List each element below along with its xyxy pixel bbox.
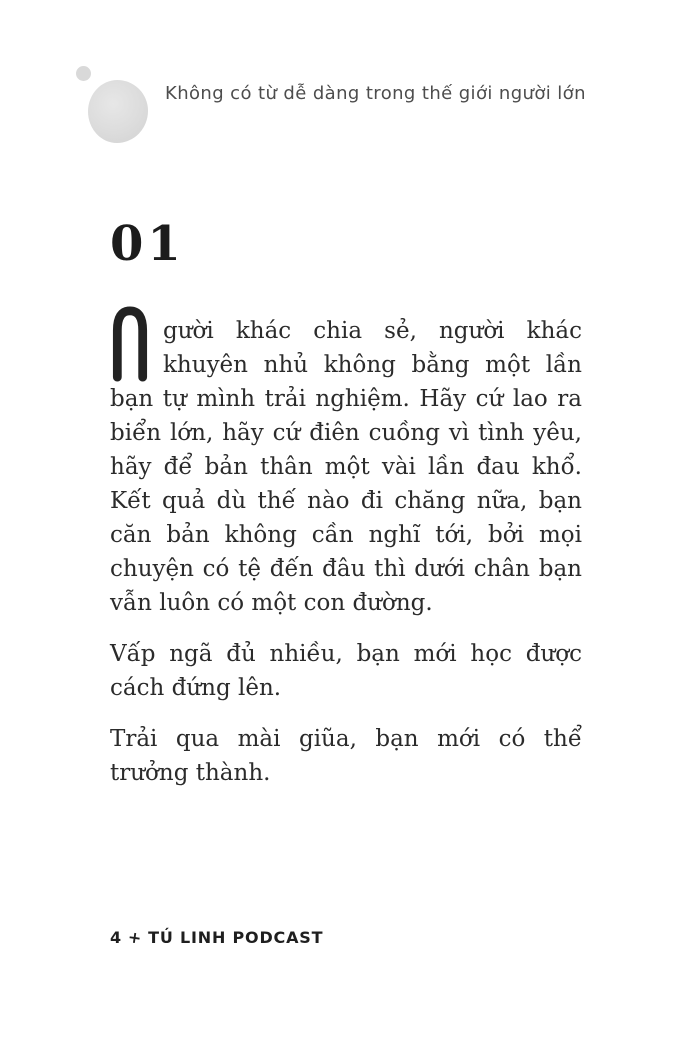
- drop-cap: [110, 316, 150, 378]
- page-number: 4: [110, 928, 122, 947]
- paragraph-1: [110, 314, 582, 620]
- paragraph-1-text: gười khác chia sẻ, người khác khuyên nhủ không bằng một lần bạn tự mình trải nghiệm. Hãy cứ lao ra biển lớn, hãy cứ điên cuồng vì tình yêu, hãy để bản thân một vài lần đau khổ. Kết quả dù thế nào đi chăng nữa, bạn căn bản không cần nghĩ tới, bởi mọi chuyện có tệ đến đâu thì dưới chân bạn vẫn luôn có một con đường.: [110, 318, 582, 616]
- footer-separator-icon: +: [126, 927, 144, 948]
- ink-dot-decoration: [76, 66, 91, 81]
- paragraph-3: Trải qua mài giũa, bạn mới có thể trưởng thành.: [110, 726, 582, 786]
- paragraph-2: Vấp ngã đủ nhiều, bạn mới học được cách đứng lên.: [110, 641, 582, 701]
- running-header-title: Không có từ dễ dàng trong thế giới người lớn: [165, 83, 586, 104]
- drop-cap-n-glyph: [110, 304, 150, 382]
- page-footer: [110, 928, 323, 947]
- drop-cap-letter: [110, 382, 111, 383]
- chapter-number: 01: [110, 216, 185, 272]
- book-title: TÚ LINH PODCAST: [148, 928, 324, 947]
- chapter-content: [110, 216, 582, 790]
- ink-blob-decoration: [88, 80, 148, 143]
